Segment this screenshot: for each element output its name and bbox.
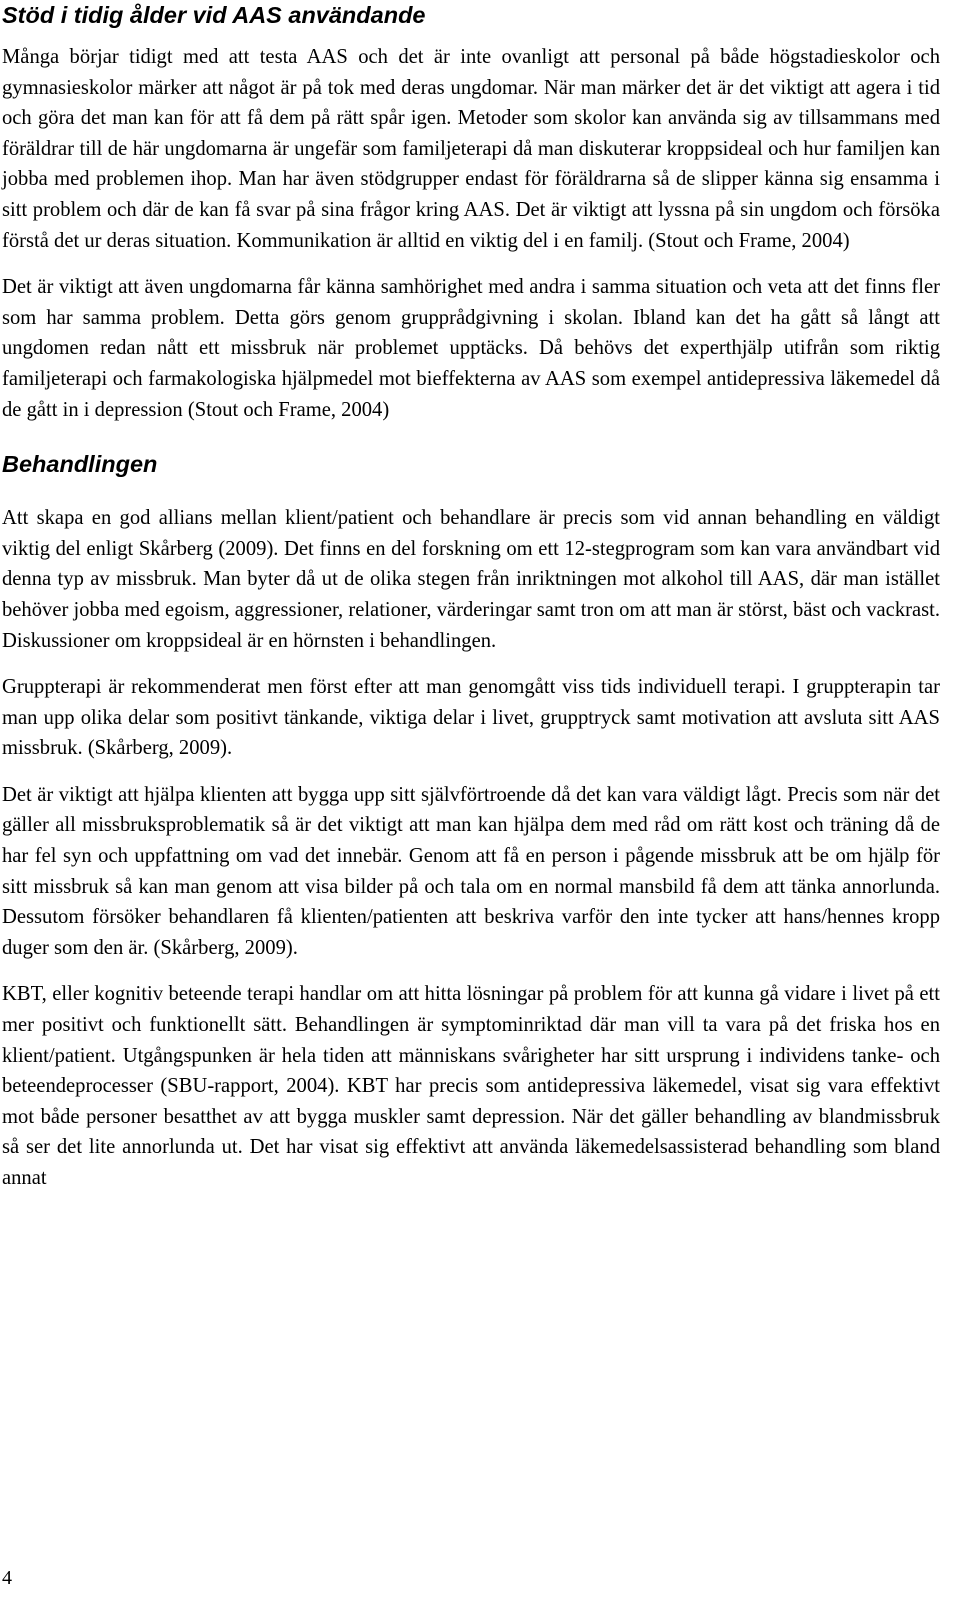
section-heading: Behandlingen [2,451,158,478]
paragraph: Att skapa en god allians mellan klient/patient och behandlare är precis som vid annan behandling en väldigt viktig del enligt Skårberg (2009). Det finns en del forskning om ett 12-stegprogram som kan vara användbart vid denna typ av missbruk. Man byter då ut de olika stegen från inriktningen mot alkohol till AAS, där man istället behöver jobba med egoism, aggressioner, relationer, värderingar samt tron om att man är störst, bäst och vackrast. Diskussioner om kroppsideal är en hörnsten i behandlingen. [2,507,940,652]
page-number: 4 [2,1567,12,1589]
paragraph: Det är viktigt att hjälpa klienten att bygga upp sitt självförtroende då det kan vara väldigt lågt. Precis som när det gäller all missbruksproblematik så är det viktigt att man kan hjälpa dem med råd om rätt kost och träning då de har fel syn och uppfattning om vad det innebär. Genom att få en person i pågende missbruk att be om hjälp för sitt missbruk så kan man genom att visa bilder på och tala om en normal mansbild få dem att tänka annorlunda. Dessutom försöker behandlaren få klienten/patienten att beskriva varför den inte tycker att hans/hennes kropp duger som den är. (Skårberg, 2009). [2,783,940,959]
paragraph: Många börjar tidigt med att testa AAS och det är inte ovanligt att personal på både högstadieskolor och gymnasieskolor märker att något är på tok med deras ungdomar. När man märker det är det viktigt att agera i tid och göra det man kan för att få dem på rätt spår igen. Metoder som skolor kan använda sig av tillsammans med föräldrar till de här ungdomarna är ungefär som familjeterapi då man diskuterar kroppsideal och hur familjen kan jobba med problemen ihop. Man har även stödgrupper endast för föräldrarna så de slipper känna sig ensamma i sitt problem och där de kan få svar på sina frågor kring AAS. Det är viktigt att lyssna på sin ungdom och försöka förstå det ur deras situation. Kommunikation är alltid en viktig del i en familj. (Stout och Frame, 2004) [2,46,940,252]
paragraph: Det är viktigt att även ungdomarna får känna samhörighet med andra i samma situation och veta att det finns fler som har samma problem. Detta görs genom grupprådgivning i skolan. Ibland kan det ha gått så långt att ungdomen redan nått ett missbruk när problemet upptäcks. Då behövs det experthjälp utifrån som riktig familjeterapi och farmakologiska hjälpmedel mot bieffekterna av AAS som exempel antidepressiva läkemedel då de gått in i depression (Stout och Frame, 2004) [2,276,940,421]
section-early-support [2,0,940,425]
paragraph: KBT, eller kognitiv beteende terapi handlar om att hitta lösningar på problem för att kunna gå vidare i livet på ett mer positivt och funktionellt sätt. Behandlingen är symptominriktad där man vill ta vara på det friska hos en klient/patient. Utgångspunken är hela tiden att människans svårigheter har sitt ursprung i individens tanke- och beteendeprocesser (SBU-rapport, 2004). KBT har precis som antidepressiva läkemedel, visat sig vara effektivt mot både personer besatthet av att bygga muskler samt depression. När det gäller behandling av blandmissbruk så ser det lite annorlunda ut. Det har visat sig effektivt att använda läkemedelsassisterad behandling som bland annat [2,983,940,1189]
paragraph: Gruppterapi är rekommenderat men först efter att man genomgått viss tids individuell terapi. I gruppterapin tar man upp olika delar som positivt tänkande, viktiga delar i livet, grupptryck samt motivation att avsluta sitt AAS missbruk. (Skårberg, 2009). [2,676,940,760]
section-treatment [2,449,940,1193]
section-heading: Stöd i tidig ålder vid AAS användande [2,2,426,28]
